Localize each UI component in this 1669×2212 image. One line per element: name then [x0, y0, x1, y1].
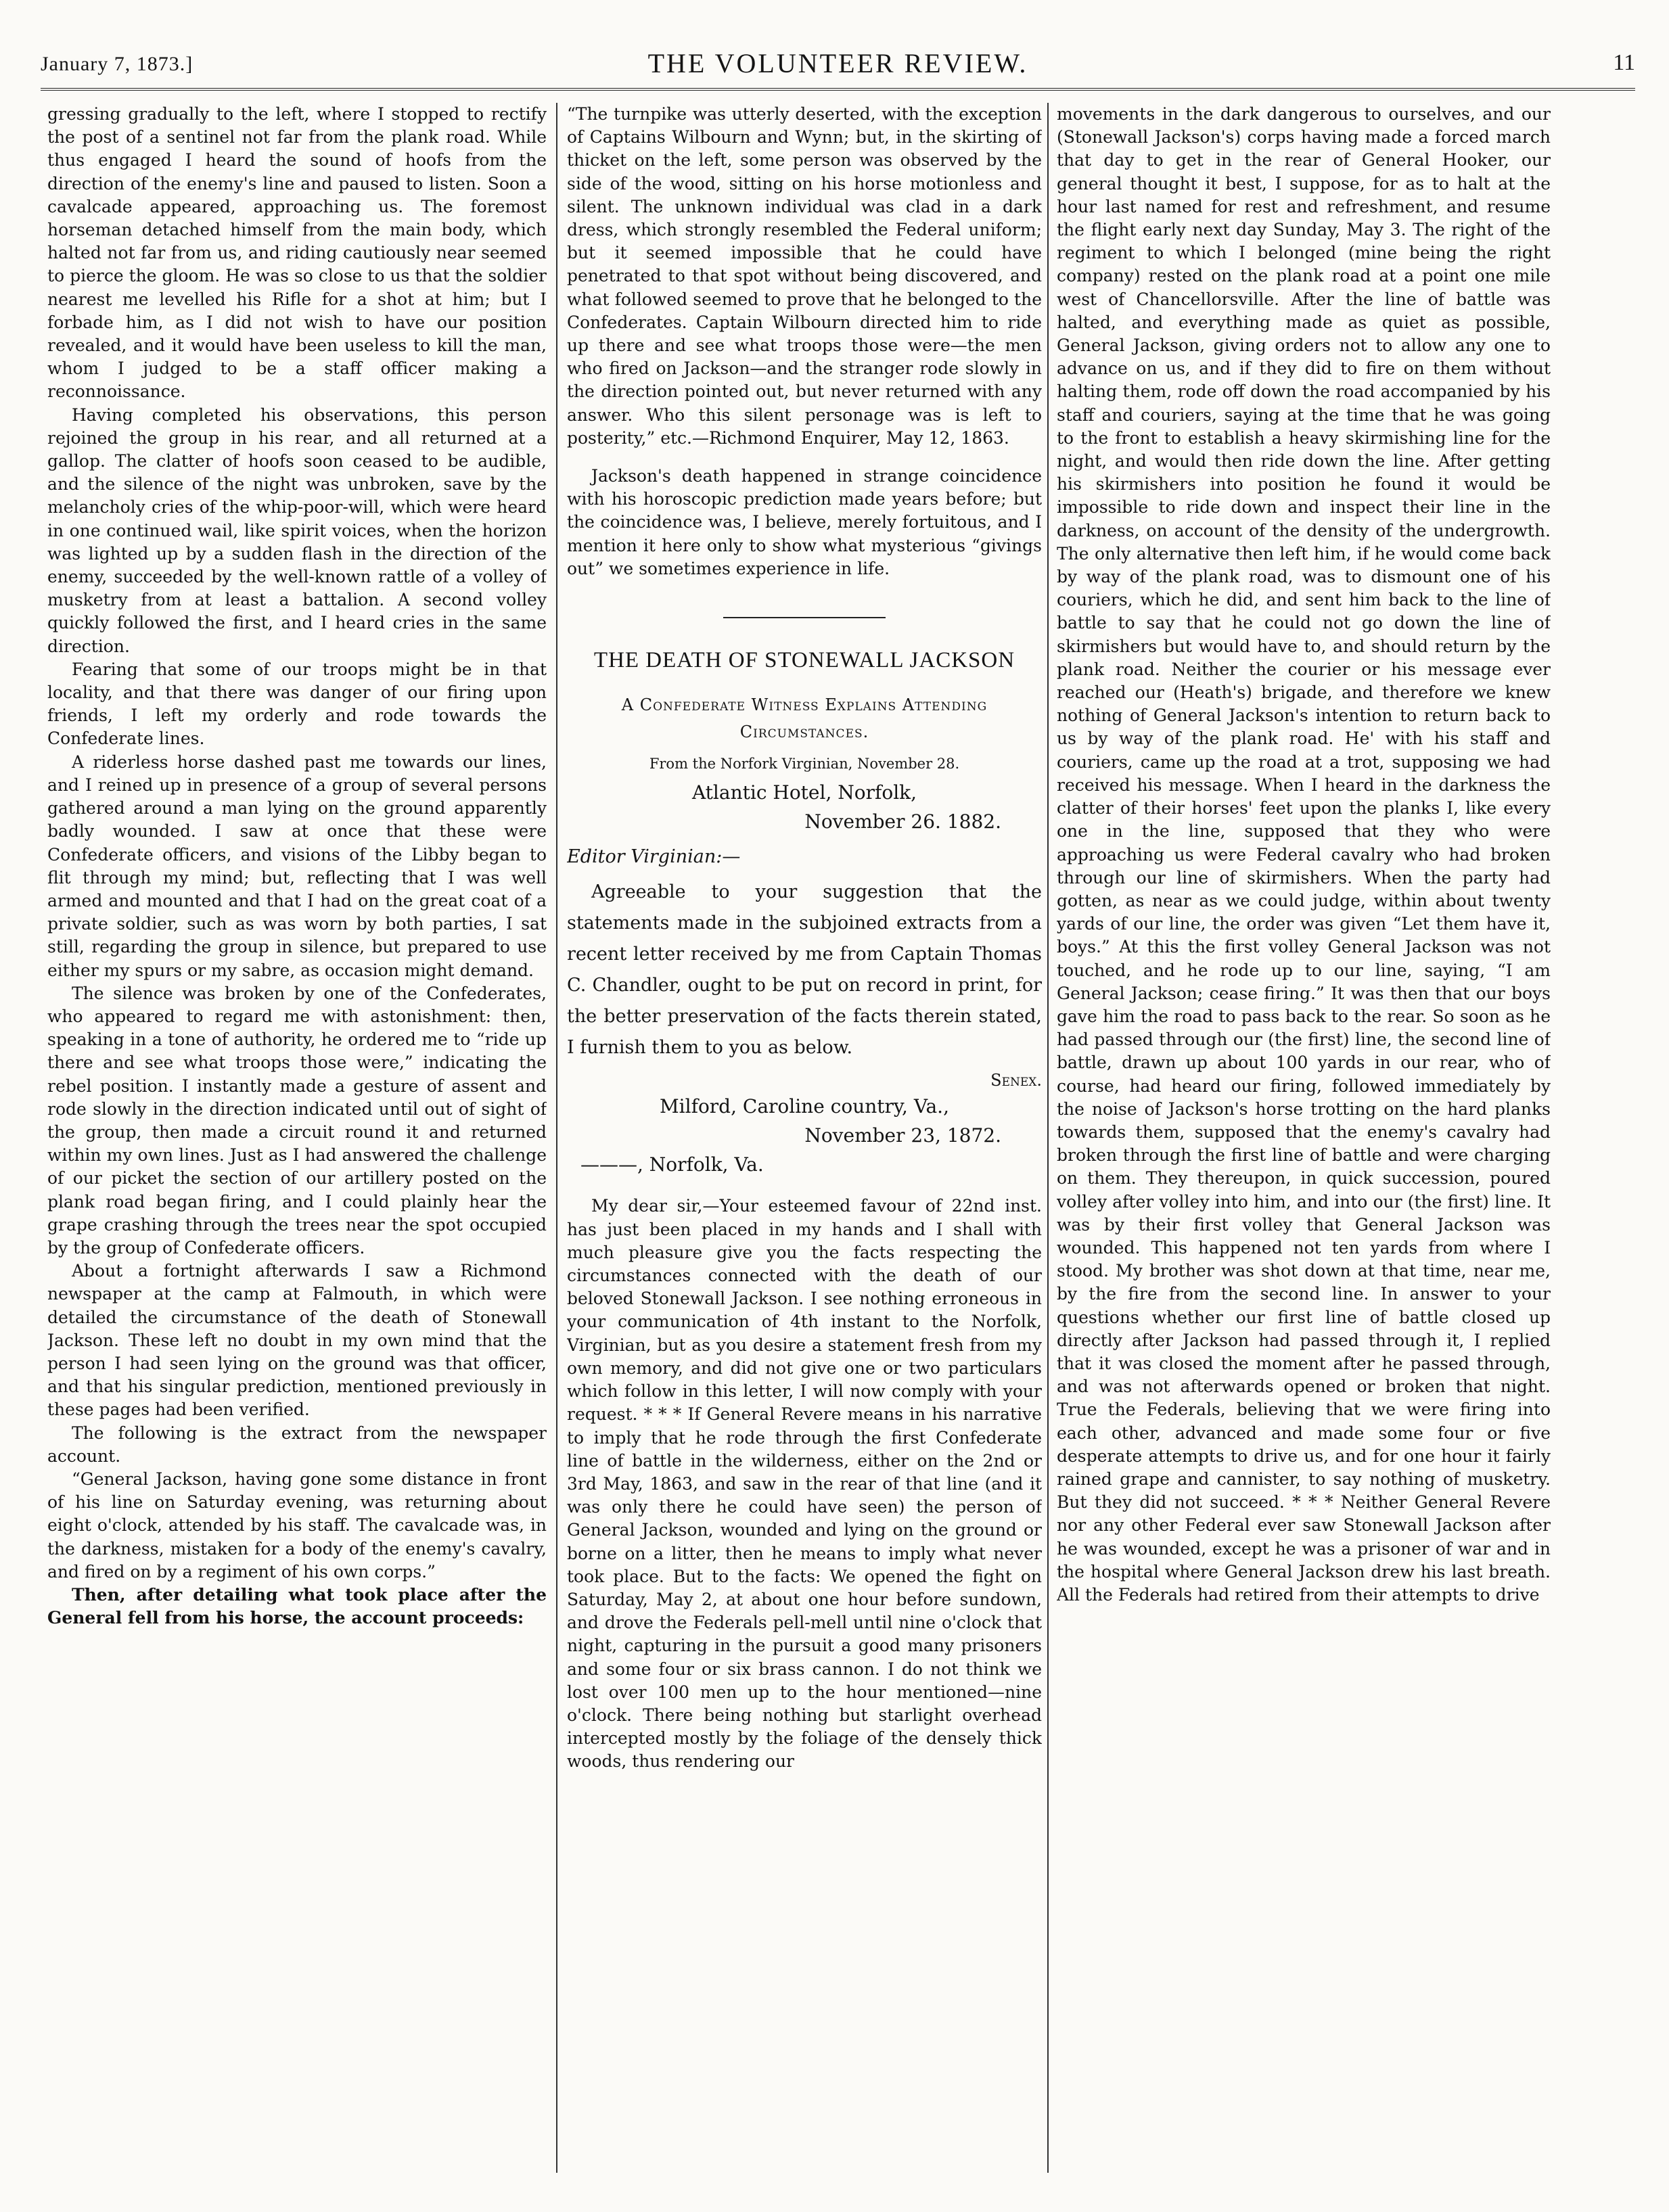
- paragraph: My dear sir,—Your esteemed favour of 22nd inst. has just been placed in my hands and I shall with much pleasure give you the facts respecting the circumstances connected with the death of our beloved Stonewall Jackson. I see nothing erroneous in your communication of 4th instant to the Norfolk, Virginian, but as you desire a statement fresh from my own memory, and did not give one or two particulars which follow in this letter, I will now comply with your request. * * * If General Revere means in his narrative to imply that he rode through the first Confederate line of battle in the wilderness, either on the 2nd or 3rd May, 1863, and saw in the rear of that line (and it was only there he could have seen) the person of General Jackson, wounded and lying on the ground or borne on a litter, then he means to imply what never took place. But to the facts: We opened the fight on Saturday, May 2, at about one hour before sundown, and drove the Federals pell-mell until nine o'clock that night, capturing in the pursuit a good many prisoners and some four or six brass cannon. I do not think we lost over 100 men up to the hour mentioned—nine o'clock. There being nothing but starlight overhead intercepted mostly by the foliage of the densely thick woods, thus rendering our: [567, 1196, 1042, 1772]
- paragraph: Fearing that some of our troops might be in that locality, and that there was danger of our firing upon friends, I left my orderly and rode towards the Confederate lines.: [47, 659, 547, 749]
- paragraph: movements in the dark dangerous to ourselves, and our (Stonewall Jackson's) corps having made a forced march that day to get in the rear of General Hooker, our general thought it best, I suppose, for as to halt at the hour last named for rest and refreshment, and resume the flight early next day Sunday, May 3. The right of the regiment to which I belonged (mine being the right company) rested on the plank road at a point one mile west of Chancellorsville. After the line of battle was halted, and everything made as quiet as possible, General Jackson, giving orders not to allow any one to advance on us, and if they did to fire on them without halting them, rode off down the road accompanied by his staff and couriers, saying at the time that he was going to the front to establish a heavy skirmishing line for the night, and would then ride down the line. After getting his skirmishers into position he found it would be impossible to ride down and inspect their line in the darkness, on account of the density of the undergrowth. The only alternative then left him, if he would come back by way of the plank road, was to dismount one of his couriers, which he did, and sent him back to the line of battle to say that he could not go down the line of skirmishers but would have to, and should return by the plank road. Neither the courier or his message ever reached our (Heath's) brigade, and therefore we knew nothing of General Jackson's intention to return back to us by way of the plank road. He' with his staff and couriers, came up the road at a trot, supposing we had received his message. When I heard in the darkness the clatter of their horses' feet upon the planks I, like every one in the line, supposed that they who were approaching us were Federal cavalry who had broken through our line of skirmishers. When the party had gotten, as near as we could judge, within about twenty yards of our line, the order was given “Let them have it, boys.” At this the first volley General Jackson was not touched, and he rode up to our line, saying, “I am General Jackson; cease firing.” It was then that our boys gave him the road to pass back to the rear. So soon as he had passed through our (the first) line, the second line of battle, drawn up about 100 yards in our rear, who of course, had heard our firing, followed immediately by the noise of Jackson's horse trotting on the hard planks towards them, supposed that the enemy's cavalry had broken through the first line of battle and were charging on them. They thereupon, in quick succession, poured volley after volley into him, and into our (the first) line. It was by their first volley that General Jackson was wounded. This happened not ten yards from where I stood. My brother was shot down at that time, near me, by the fire from the second line. In answer to your questions whether our first line of battle closed up directly after Jackson had passed through it, I replied that it was closed the moment after he passed through, and was not afterwards opened or broken that night. True the Federals, believing that we were firing into each other, advanced and made some four or five desperate attempts to drive us, and for one hour it fairly rained grape and cannister, to say nothing of musketry. But they did not succeed. * * * Neither General Revere nor any other Federal ever saw Stonewall Jackson after he was wounded, except he was a prisoner of war and in the hospital where General Jackson drew his last breath. All the Federals had retired from their attempts to drive: [1057, 104, 1551, 1605]
- article-source: From the Norfork Virginian, November 28.: [649, 756, 960, 773]
- column-2: [567, 103, 1042, 2173]
- page-number: 11: [1613, 50, 1635, 75]
- letter-paragraph: Agreeable to your suggestion that the statements made in the subjoined extracts from a recent letter received by me from Captain Thomas C. Chandler, ought to be put on record in print, for the better preservation of the facts therein stated, I furnish them to you as below.: [567, 881, 1042, 1059]
- paragraph: gressing gradually to the left, where I stopped to rectify the post of a sentinel not far from the plank road. While thus engaged I heard the sound of hoofs from the direction of the enemy's line and paused to listen. Soon a cavalcade appeared, approaching us. The foremost horseman detached himself from the main body, which halted not far from us, and riding cautiously near seemed to pierce the gloom. He was so close to us that the soldier nearest me levelled his Rifle for a shot at him; but I forbade him, as I did not wish to have our position revealed, and it would have been useless to kill the man, whom I judged to be a staff officer making a reconnoissance.: [47, 104, 547, 402]
- running-head: [41, 47, 1635, 88]
- addressee: ———, Norfolk, Va.: [580, 1153, 764, 1176]
- issue-date: January 7, 1873.]: [41, 53, 193, 75]
- column-3: [1057, 103, 1551, 2173]
- column-divider: [556, 103, 557, 2173]
- paragraph: Then, after detailing what took place after the General fell from his horse, the account proceeds:: [47, 1585, 547, 1628]
- publication-title: THE VOLUNTEER REVIEW.: [647, 48, 1028, 78]
- dateline: Atlantic Hotel, Norfolk,: [691, 781, 917, 804]
- column-1: [47, 103, 547, 2173]
- letter-date: November 23, 1872.: [804, 1124, 1001, 1147]
- salutation: Editor Virginian:—: [567, 846, 741, 868]
- article-headline: THE DEATH OF STONEWALL JACKSON: [593, 648, 1015, 673]
- quoted-extract: “General Jackson, having gone some distance in front of his line on Saturday evening, was returning about eight o'clock, attended by his staff. The cavalcade was, in the darkness, mistaken for a body of the enemy's cavalry, and fired on by a regiment of his own corps.”: [47, 1469, 547, 1582]
- signature: Senex.: [990, 1071, 1042, 1090]
- paragraph: A riderless horse dashed past me towards our lines, and I reined up in presence of a group of several persons gathered around a man lying on the ground apparently badly wounded. I saw at once that these were Confederate officers, and visions of the Libby began to flit through my mind; but, reflecting that I was well armed and mounted and that I had on the great coat of a private soldier, such as was worn by both parties, I sat still, regarding the group in silence, but prepared to use either my spurs or my sabre, as occasion might demand.: [47, 752, 547, 980]
- column-divider: [1047, 103, 1049, 2173]
- paragraph: The following is the extract from the newspaper account.: [47, 1423, 547, 1466]
- dateline-date: November 26. 1882.: [804, 810, 1001, 833]
- paragraph: Having completed his observations, this person rejoined the group in his rear, and all returned at a gallop. The clatter of hoofs soon ceased to be audible, and the silence of the night was unbroken, save by the melancholy cries of the whip-poor-will, which were heard in one continued wail, like spirit voices, when the horizon was lighted up by a sudden flash in the direction of the enemy, succeeded by the well-known rattle of a volley of musketry from at least a battalion. A second volley quickly followed the first, and I heard cries in the same direction.: [47, 405, 547, 656]
- paragraph: The silence was broken by one of the Confederates, who appeared to regard me with astonishment: then, speaking in a tone of authority, he ordered me to “ride up there and see what troops those were,” indicating the rebel position. I instantly made a gesture of assent and rode slowly in the direction indicated until out of sight of the group, then made a circuit round it and returned within my own lines. Just as I had answered the challenge of our picket the section of our artillery posted on the plank road began firing, and I could plainly hear the grape crashing through the trees near the spot occupied by the group of Confederate officers.: [47, 983, 547, 1258]
- quoted-extract: “The turnpike was utterly deserted, with the exception of Captains Wilbourn and Wynn; but, in the skirting of thicket on the left, some person was observed by the side of the wood, sitting on his horse motionless and silent. The unknown individual was clad in a dark dress, which strongly resembled the Federal uniform; but it seemed impossible that he could have penetrated to that spot without being discovered, and what followed seemed to prove that he belonged to the Confederates. Captain Wilbourn directed him to ride up there and see what troops those were—the men who fired on Jackson—and the stranger rode slowly in the direction pointed out, but never returned with any answer. Who this silent personage was is left to posterity,” etc.—Richmond Enquirer, May 12, 1863.: [567, 104, 1042, 448]
- paragraph: About a fortnight afterwards I saw a Richmond newspaper at the camp at Falmouth, in which were detailed the circumstance of the death of Stonewall Jackson. These left no doubt in my own mind that the person I had seen lying on the ground was that officer, and that his singular prediction, mentioned previously in these pages had been verified.: [47, 1261, 547, 1420]
- section-rule: [723, 617, 886, 618]
- paragraph: Jackson's death happened in strange coincidence with his horoscopic prediction made years before; but the coincidence was, I believe, merely fortuitous, and I mention it here only to show what mysterious “givings out” we sometimes experience in life.: [567, 466, 1042, 578]
- header-rule: [41, 88, 1635, 91]
- letter-place: Milford, Caroline country, Va.,: [660, 1095, 949, 1118]
- article-subhead: A Confederate Witness Explains Attending Circumstances.: [621, 695, 988, 742]
